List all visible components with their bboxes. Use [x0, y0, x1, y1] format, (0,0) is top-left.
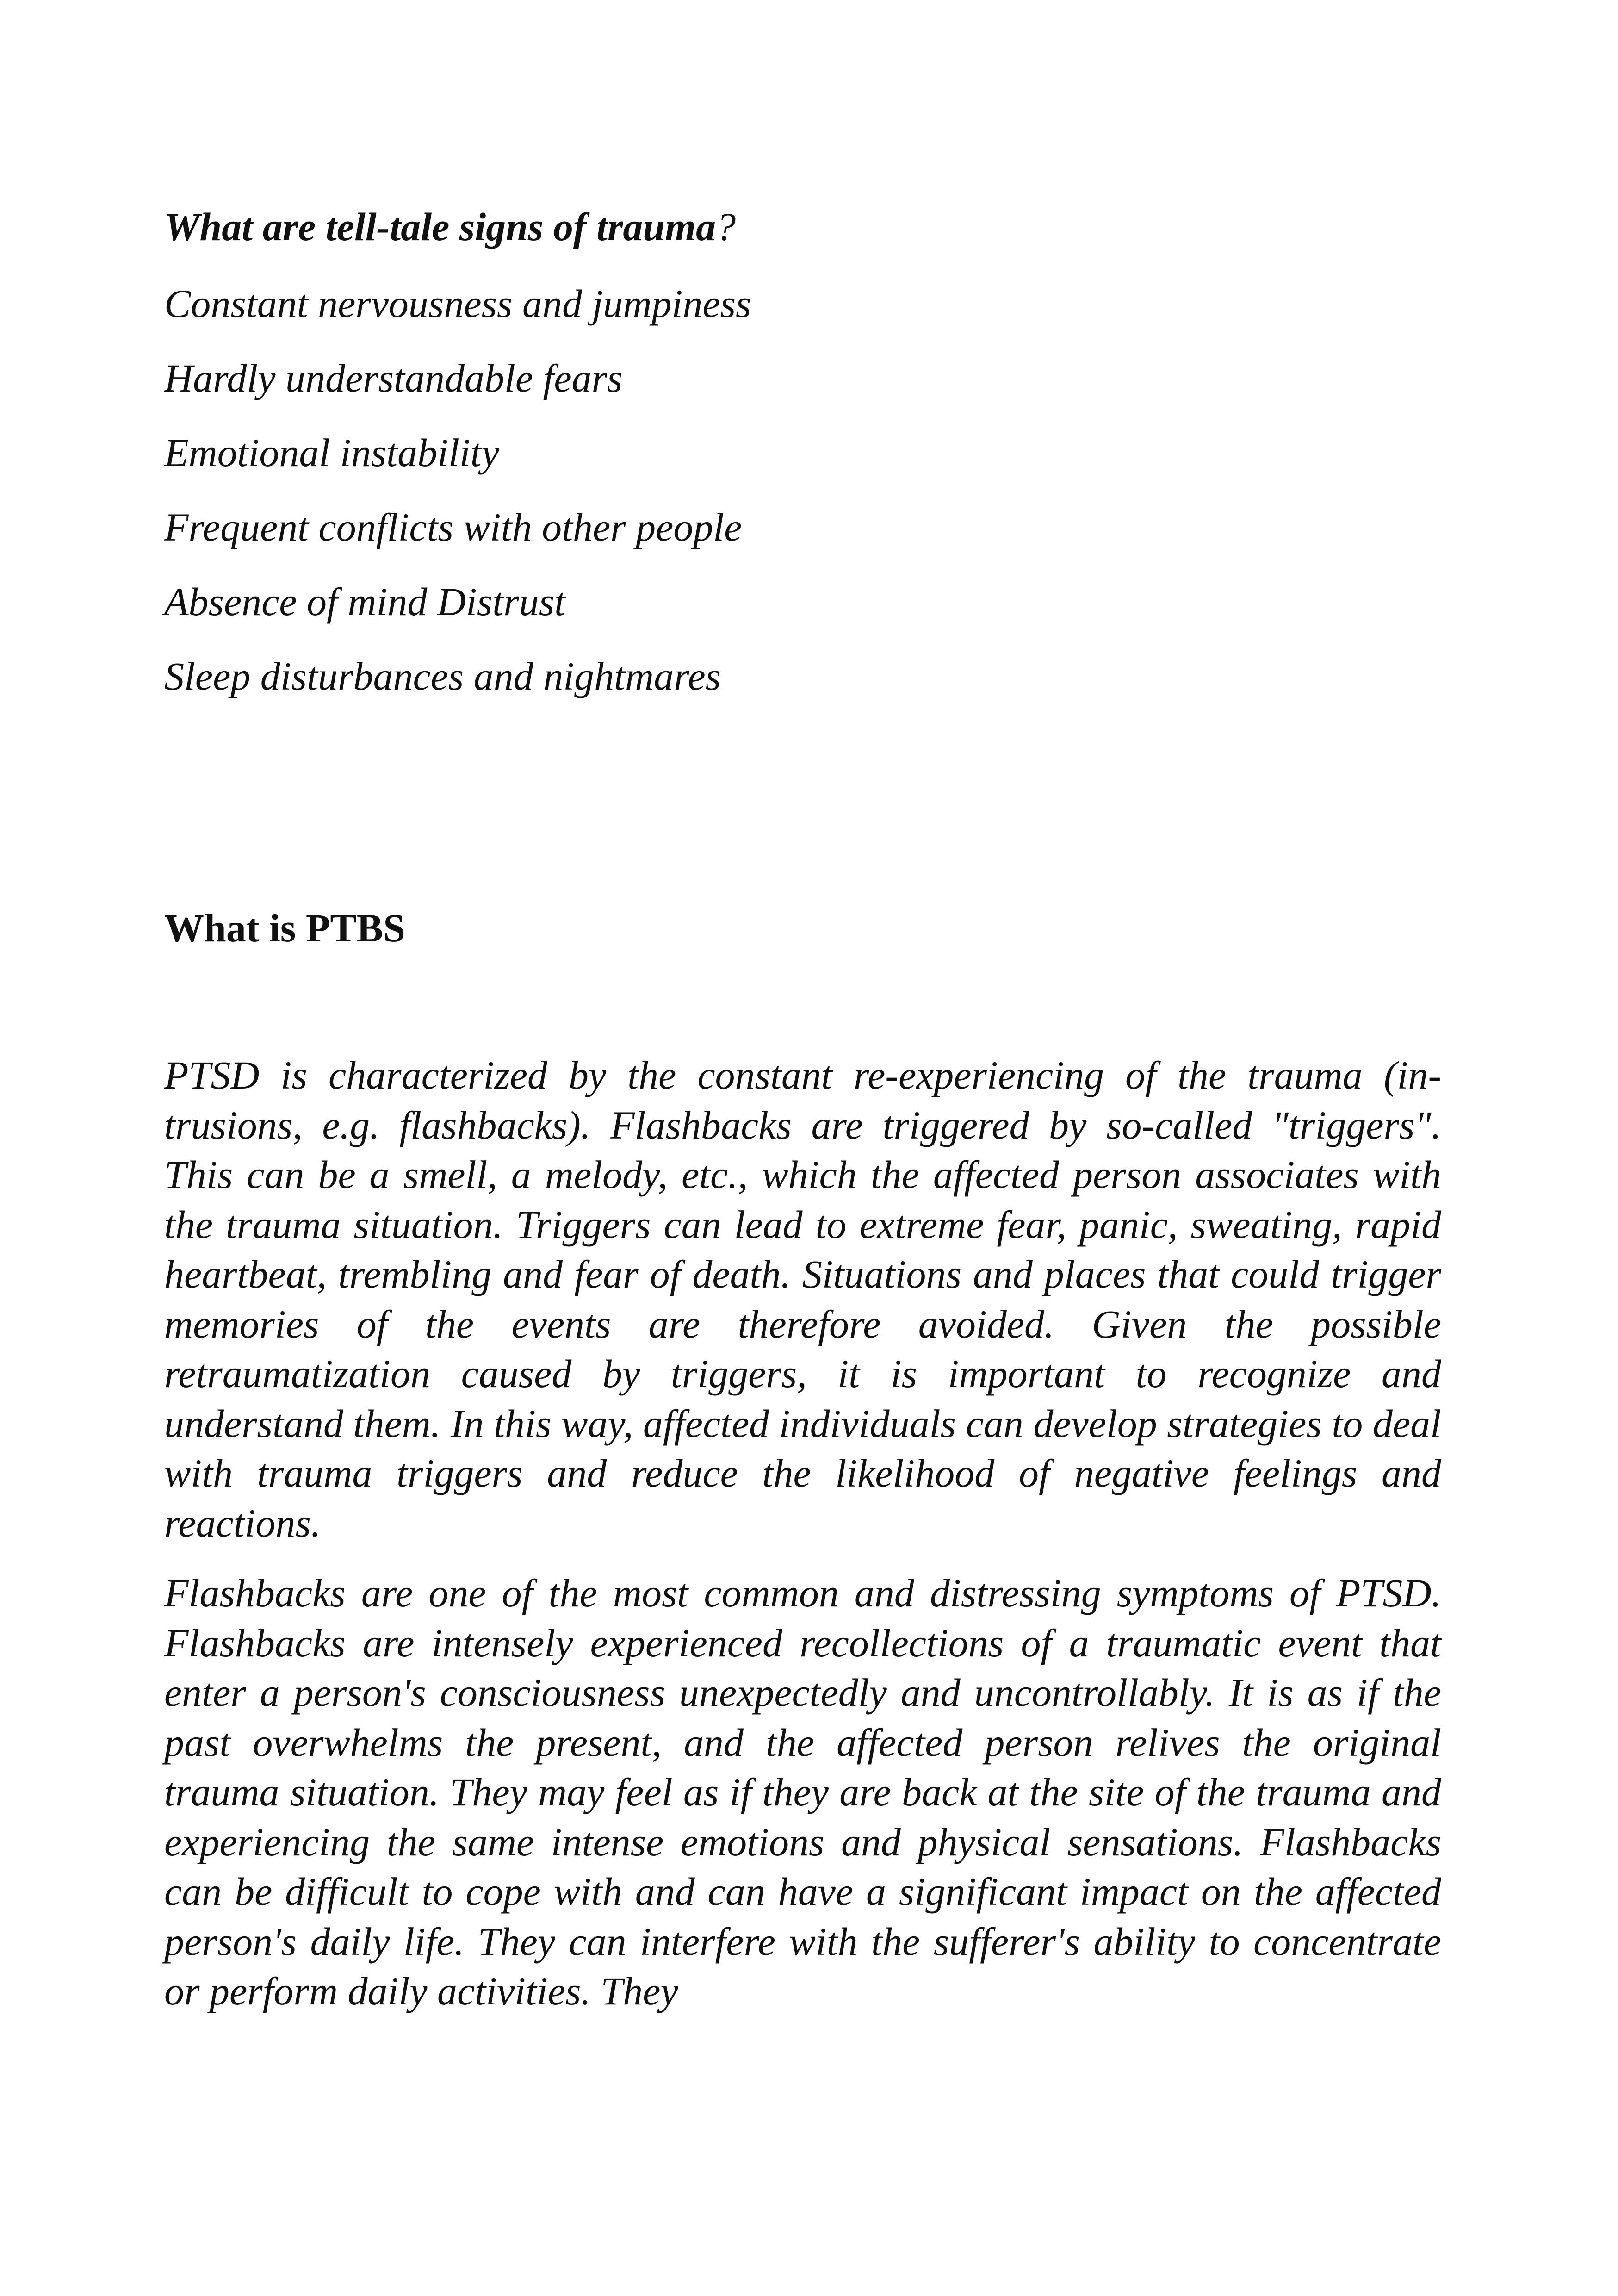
signs-heading [164, 192, 1460, 261]
signs-list-item: Sleep disturbances and nightmares [164, 654, 721, 698]
signs-list-item: Absence of mind Distrust [164, 579, 566, 624]
signs-list [164, 267, 751, 714]
ptbs-paragraph: PTSD is characterized by the constant re-experiencing of the trauma (intrusions, e.g. flashbacks). Flashbacks are triggered by so-called "triggers". This can be a smell, a melody, etc., which the affected person associates with the trauma situation. Triggers can lead to extreme fear, panic, sweating, rapid heartbeat, trembling and fear of death. Situations and places that could trigger memories of the events are therefore avoided. Given the possible retraumatization caused by triggers, it is important to recognize and understand them. In this way, affected individuals can develop strategies to deal with trauma triggers and reduce the likelihood of negative feelings and reactions. [164, 1053, 1441, 1545]
signs-list-item: Emotional instability [164, 430, 499, 475]
ptbs-body [164, 1051, 1441, 2037]
signs-heading-punctuation: ? [716, 205, 736, 249]
ptbs-paragraph: Flashbacks are one of the most common and distressing symptoms of PTSD. Flashbacks are intensely experienced recollections of a traumatic event that enter a person's consciousness unexpectedly and uncontrollably. It is as if the past overwhelms the present, and the affected person relives the original trauma situation. They may feel as if they are back at the site of the trauma and experiencing the same intense emotions and physical sensations. Flashbacks can be difficult to cope with and can have a significant impact on the affected person's daily life. They can interfere with the sufferer's ability to concentrate or perform daily activities. They [164, 1571, 1441, 2013]
signs-list-item: Constant nervousness and jumpiness [164, 281, 751, 326]
signs-heading-text: What are tell-tale signs of trauma [164, 205, 716, 249]
ptbs-heading: What is PTBS [164, 906, 405, 950]
signs-list-item: Frequent conflicts with other people [164, 505, 742, 549]
signs-list-item: Hardly understandable fears [164, 356, 623, 400]
